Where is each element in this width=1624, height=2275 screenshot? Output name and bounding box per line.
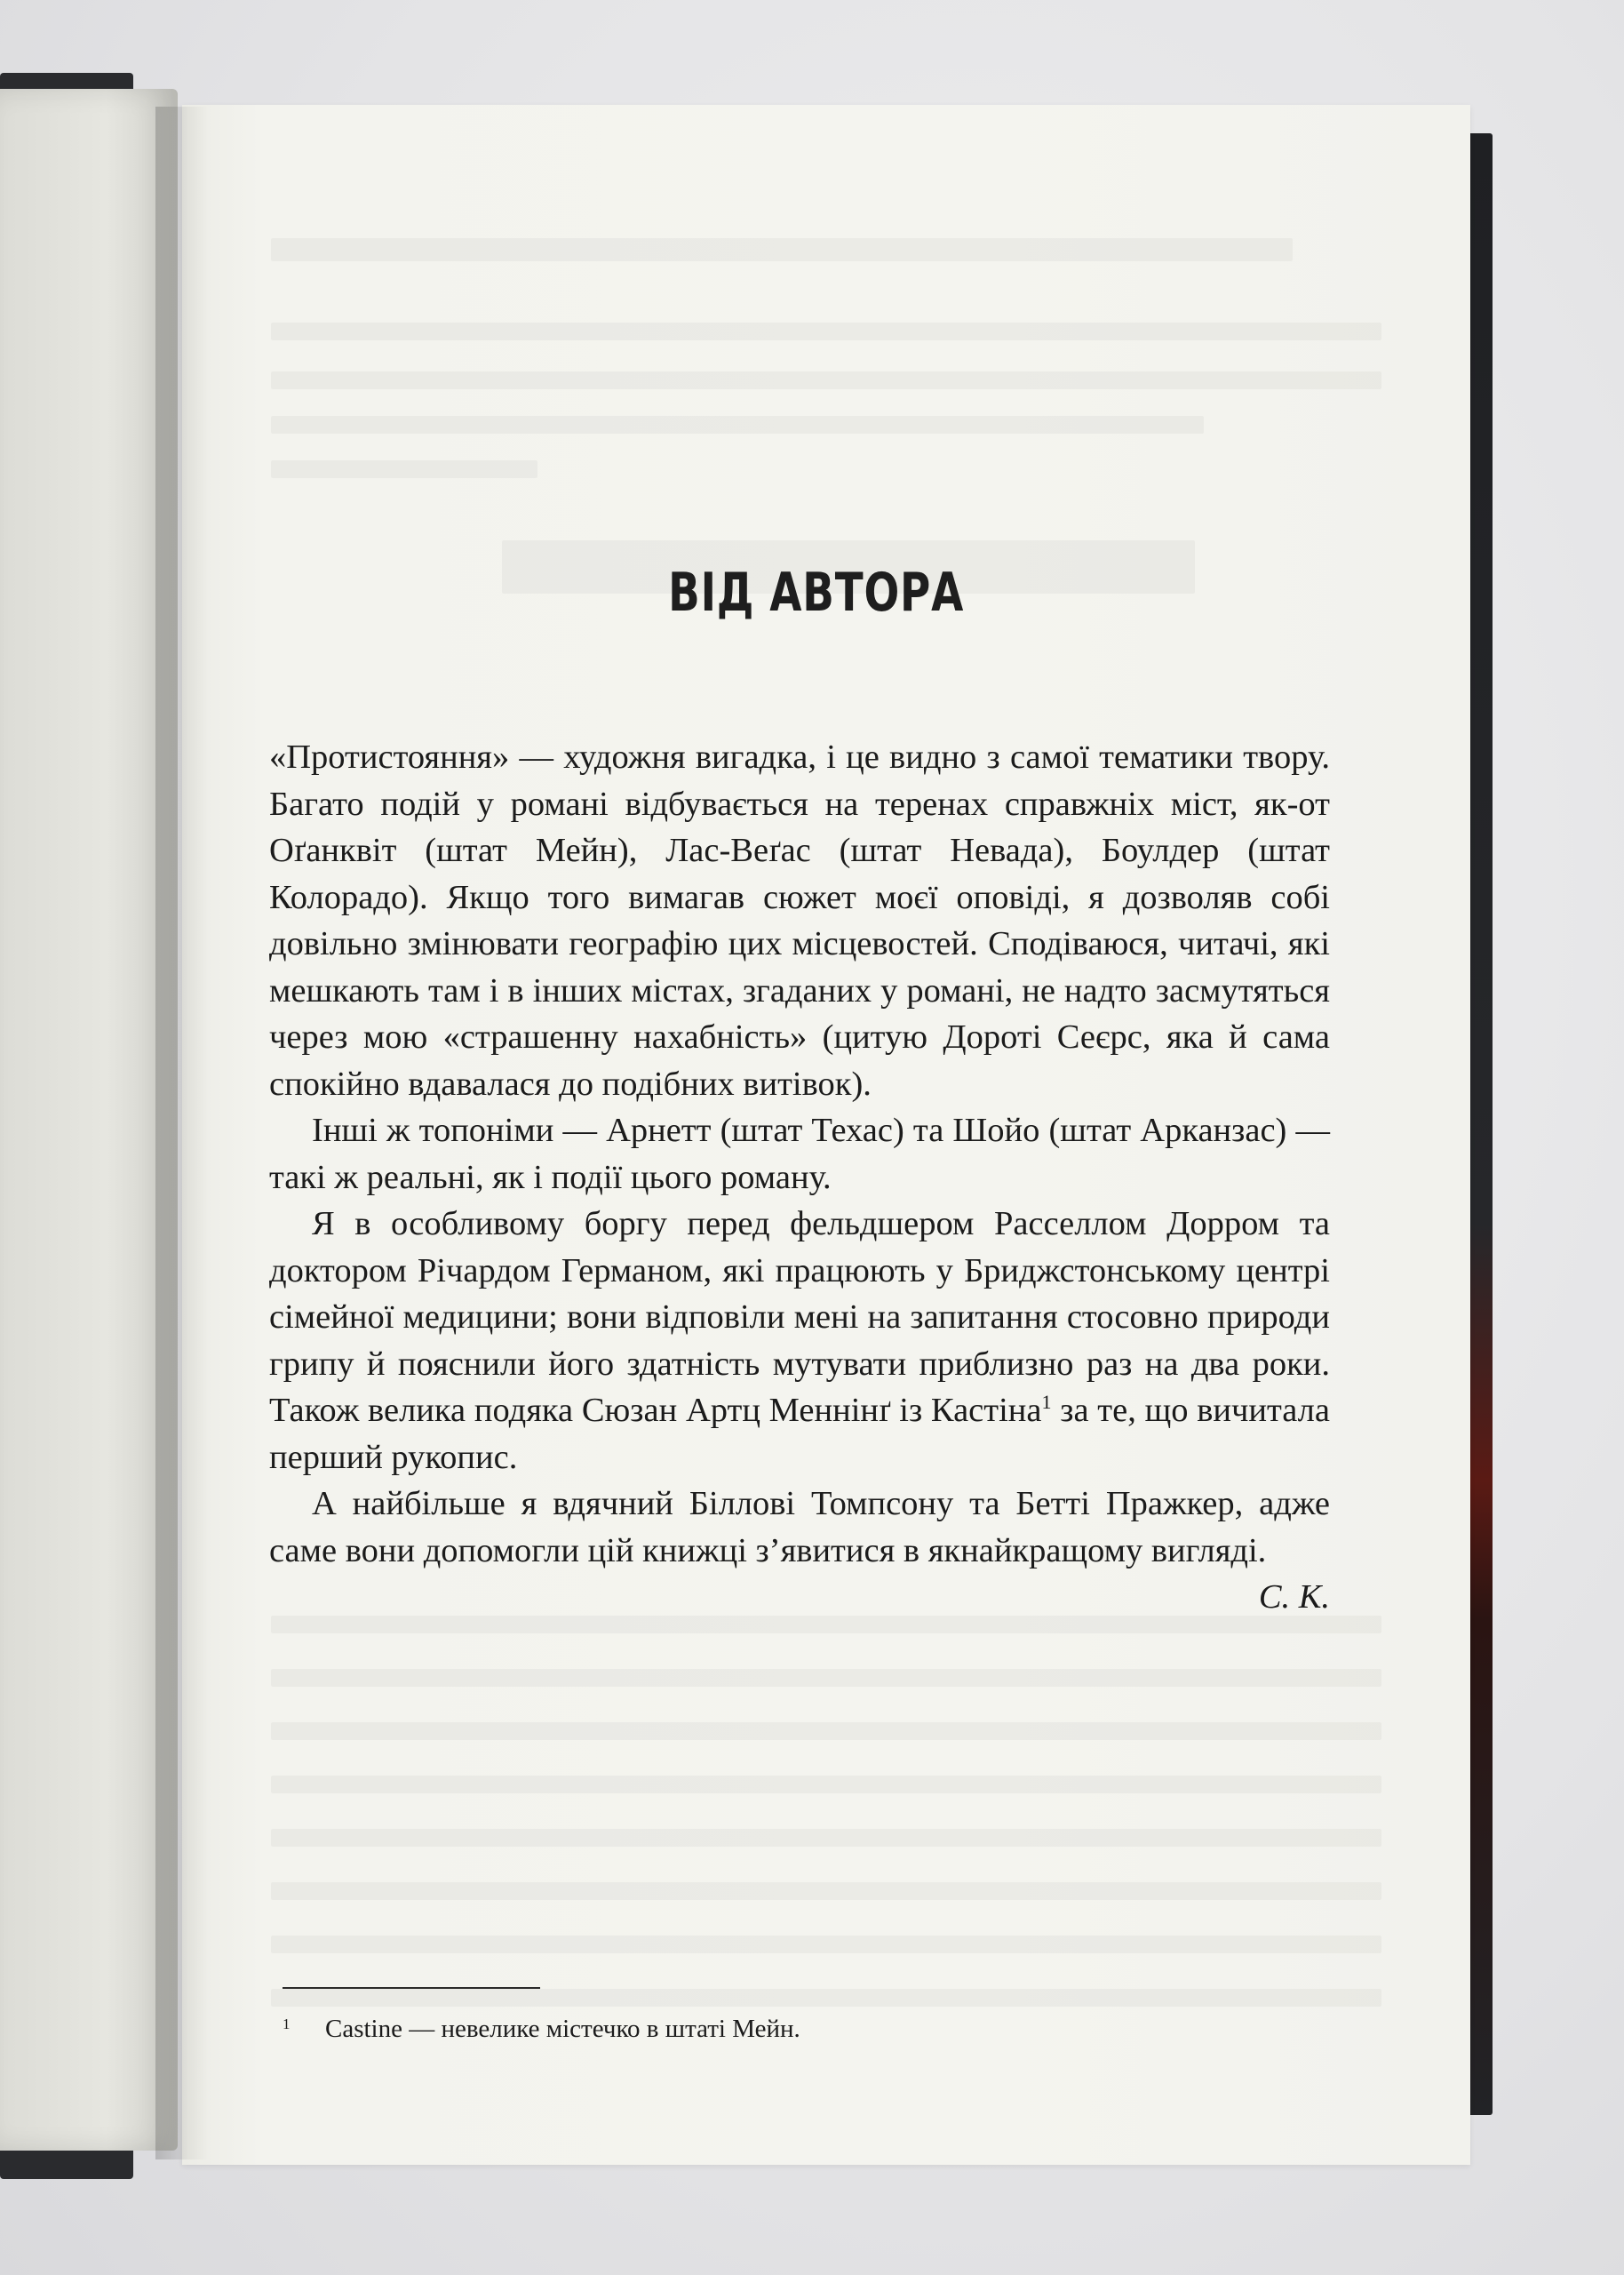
body-text [269, 734, 1330, 1621]
footnote-text: Castine — невелике містечко в штаті Мейн. [325, 2015, 800, 2043]
footnote [283, 2007, 1322, 2047]
show-through [271, 1936, 1381, 1953]
paragraph-3 [269, 1201, 1330, 1481]
footnote-marker: 1 [283, 2016, 291, 2032]
left-page [0, 89, 178, 2151]
show-through [271, 1882, 1381, 1900]
footnote-divider [283, 1987, 540, 1989]
footnote-reference[interactable]: 1 [1041, 1391, 1052, 1414]
show-through [271, 323, 1381, 340]
show-through [271, 460, 537, 478]
show-through [271, 1776, 1381, 1793]
paragraph-3-tail: за те, що вичитала перший рукопис. [269, 1392, 1330, 1476]
page-title: ВІД АВТОРА [668, 562, 965, 624]
signature: С. К. [1258, 1578, 1330, 1616]
show-through [271, 1669, 1381, 1687]
show-through [271, 1722, 1381, 1740]
gutter-shadow [155, 107, 209, 2159]
paragraph-4: А найбільше я вдячний Біллові Томпсону та Бетті Пражкер, адже саме вони допомогли цій книжці з’явитися в якнайкращому вигляді. [269, 1485, 1330, 1569]
show-through [271, 1829, 1381, 1847]
show-through [271, 416, 1204, 434]
show-through [271, 238, 1293, 261]
paragraph-1: «Протистояння» — художня вигадка, і це видно з самої тематики твору. Багато подій у романі відбувається на теренах справжніх міст, як-от Оґанквіт (штат Мейн), Лас-Веґас (штат Невада), Боулдер (штат Колорадо). Якщо того вимагав сюжет моєї оповіді, я дозволяв собі довільно змінювати географію цих місцевостей. Сподіваюся, читачі, які мешкають там і в інших містах, згаданих у романі, не надто засмутяться через мою «страшенну нахабність» (цитую Дороті Сеєрс, яка й сама спокійно вдавалася до подібних витівок). [269, 738, 1330, 1103]
paragraph-2: Інші ж топоніми — Арнетт (штат Техас) та Шойо (штат Арканзас) — такі ж реальні, як і події цього роману. [269, 1112, 1330, 1196]
paragraph-3-text: Я в особливому боргу перед фельдшером Расселлом Дорром та доктором Річардом Германом, які працюють у Бриджстонському центрі сімейної медицини; вони відповіли мені на запитання стосовно природи грипу й пояснили його здатність мутувати приблизно раз на два роки. Також велика подяка Сюзан Артц Меннінґ із Кастіна [269, 1205, 1330, 1429]
show-through [271, 371, 1381, 389]
show-through [271, 1989, 1381, 2007]
